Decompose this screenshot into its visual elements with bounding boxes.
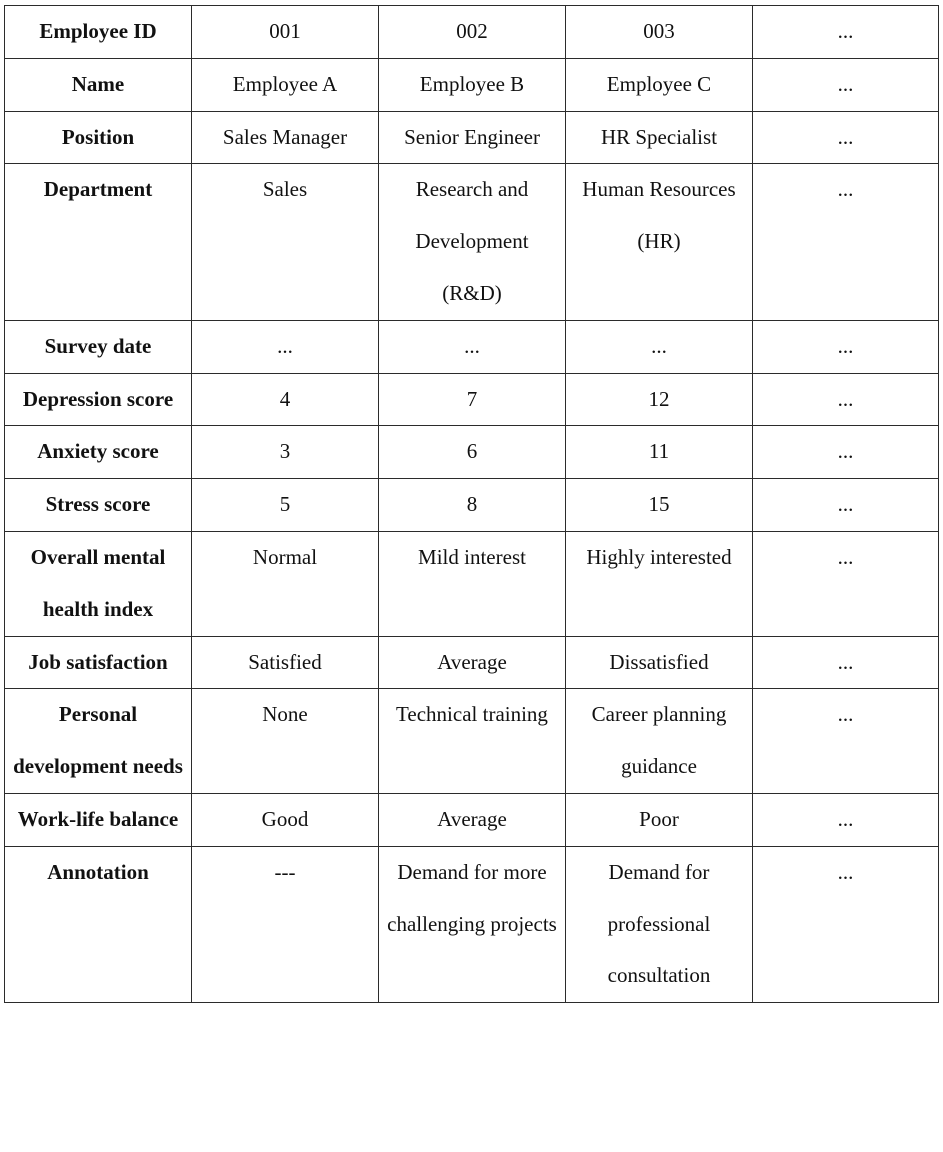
- cell-employee-a-annotation: ---: [192, 846, 379, 1002]
- cell-employee-a-anxiety-score: 3: [192, 426, 379, 479]
- row-depression-score: [5, 373, 939, 426]
- row-label-anxiety-score: Anxiety score: [5, 426, 192, 479]
- cell-employee-b-survey-date: ...: [379, 320, 566, 373]
- cell-employee-a-depression-score: 4: [192, 373, 379, 426]
- cell-employee-b-name: Employee B: [379, 58, 566, 111]
- cell-employee-a-job-satisfaction: Satisfied: [192, 636, 379, 689]
- cell-employee-a-department: Sales: [192, 164, 379, 320]
- cell-more-stress-score: ...: [753, 479, 939, 532]
- row-overall-mental-health-index: [5, 531, 939, 636]
- cell-employee-a-personal-development-needs: None: [192, 689, 379, 794]
- cell-more-anxiety-score: ...: [753, 426, 939, 479]
- cell-employee-b-job-satisfaction: Average: [379, 636, 566, 689]
- cell-employee-a-position: Sales Manager: [192, 111, 379, 164]
- cell-employee-c-depression-score: 12: [566, 373, 753, 426]
- row-work-life-balance: [5, 793, 939, 846]
- cell-employee-b-id: 002: [379, 6, 566, 59]
- cell-employee-a-name: Employee A: [192, 58, 379, 111]
- row-label-job-satisfaction: Job satisfaction: [5, 636, 192, 689]
- cell-more-survey-date: ...: [753, 320, 939, 373]
- row-department: [5, 164, 939, 320]
- row-label-overall-mental-health-index: Overall mental health index: [5, 531, 192, 636]
- cell-employee-b-annotation: Demand for more challenging projects: [379, 846, 566, 1002]
- cell-employee-c-id: 003: [566, 6, 753, 59]
- row-label-stress-score: Stress score: [5, 479, 192, 532]
- cell-employee-a-stress-score: 5: [192, 479, 379, 532]
- cell-employee-c-overall-mental-health-index: Highly interested: [566, 531, 753, 636]
- cell-employee-c-job-satisfaction: Dissatisfied: [566, 636, 753, 689]
- cell-more-work-life-balance: ...: [753, 793, 939, 846]
- cell-more-depression-score: ...: [753, 373, 939, 426]
- cell-employee-b-stress-score: 8: [379, 479, 566, 532]
- cell-employee-b-work-life-balance: Average: [379, 793, 566, 846]
- cell-employee-a-work-life-balance: Good: [192, 793, 379, 846]
- cell-more-annotation: ...: [753, 846, 939, 1002]
- cell-employee-c-department: Human Resources (HR): [566, 164, 753, 320]
- row-name: [5, 58, 939, 111]
- cell-employee-b-department: Research and Development (R&D): [379, 164, 566, 320]
- cell-employee-c-anxiety-score: 11: [566, 426, 753, 479]
- cell-more-department: ...: [753, 164, 939, 320]
- cell-employee-c-personal-development-needs: Career planning guidance: [566, 689, 753, 794]
- cell-more-overall-mental-health-index: ...: [753, 531, 939, 636]
- cell-employee-b-anxiety-score: 6: [379, 426, 566, 479]
- employee-mental-health-survey-table: [4, 5, 939, 1003]
- row-job-satisfaction: [5, 636, 939, 689]
- cell-employee-c-stress-score: 15: [566, 479, 753, 532]
- row-label-depression-score: Depression score: [5, 373, 192, 426]
- cell-more-position: ...: [753, 111, 939, 164]
- cell-employee-b-overall-mental-health-index: Mild interest: [379, 531, 566, 636]
- cell-employee-b-personal-development-needs: Technical training: [379, 689, 566, 794]
- row-position: [5, 111, 939, 164]
- row-anxiety-score: [5, 426, 939, 479]
- cell-more-personal-development-needs: ...: [753, 689, 939, 794]
- row-stress-score: [5, 479, 939, 532]
- cell-employee-a-overall-mental-health-index: Normal: [192, 531, 379, 636]
- cell-more-id: ...: [753, 6, 939, 59]
- row-label-position: Position: [5, 111, 192, 164]
- row-survey-date: [5, 320, 939, 373]
- cell-employee-c-work-life-balance: Poor: [566, 793, 753, 846]
- row-employee-id: [5, 6, 939, 59]
- cell-employee-b-position: Senior Engineer: [379, 111, 566, 164]
- row-personal-development-needs: [5, 689, 939, 794]
- cell-employee-a-id: 001: [192, 6, 379, 59]
- cell-employee-c-name: Employee C: [566, 58, 753, 111]
- survey-table-container: [4, 5, 939, 1003]
- cell-employee-c-annotation: Demand for professional consultation: [566, 846, 753, 1002]
- cell-employee-a-survey-date: ...: [192, 320, 379, 373]
- cell-more-name: ...: [753, 58, 939, 111]
- row-label-name: Name: [5, 58, 192, 111]
- row-label-work-life-balance: Work-life balance: [5, 793, 192, 846]
- row-annotation: [5, 846, 939, 1002]
- cell-employee-b-depression-score: 7: [379, 373, 566, 426]
- cell-more-job-satisfaction: ...: [753, 636, 939, 689]
- row-label-survey-date: Survey date: [5, 320, 192, 373]
- row-label-employee-id: Employee ID: [5, 6, 192, 59]
- cell-employee-c-survey-date: ...: [566, 320, 753, 373]
- row-label-annotation: Annotation: [5, 846, 192, 1002]
- cell-employee-c-position: HR Specialist: [566, 111, 753, 164]
- row-label-department: Department: [5, 164, 192, 320]
- row-label-personal-development-needs: Personal development needs: [5, 689, 192, 794]
